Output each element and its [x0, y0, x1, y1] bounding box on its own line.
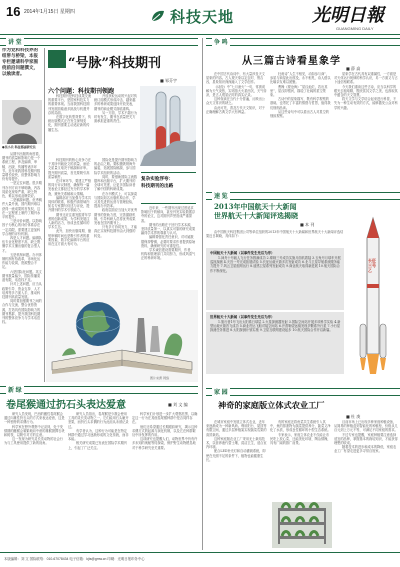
page-number: 16 [6, 4, 21, 19]
author-caption: ●吴小兵 科技部副研究员 [2, 145, 36, 149]
article1-col-1: 在中国古代诗词中，有大量涉及天文星象的内容。古人观天象以定农时、察吉凶，星象知识深深融入了文学创作。 《诗经》中“七月流火”一句，常被误解为天气炎热，实则指大火星西沉，天气转凉，是古人观星记时的真实记录。 这种误读在当代十分普遍，反映出公众天文常识的缺乏。 由此可见，普及古代天文知识，对于正确理解古典文学大有裨益。 [206, 72, 267, 114]
body-col-2: 国际化是提升期刊影响力的必由之路。要积极吸纳海外编委，拓展国际稿源，参与国际学术组织的活动。 同时，要借助国际主流数据库和出版平台，扩大期刊的全球可见度，让更多国际读者了解中国的科研成果。 在办刊模式上，可以探索与国际知名出版机构合作，学习其先进的运营与管理经验，提高办刊效率。 政府层面应当加大对优秀期刊的资助力度，完善激励机制，引导科研人员将优秀成果发表在国内期刊上。 只有多方协同发力，才能真正实现科技期刊由大到强的转变。 [94, 158, 138, 238]
article1-col-3: 星象学在古代具有双重属性，一方面是对天体运行规律的科学认识，另一方面又与占卜迷信相联系。 今天我们重读这些古诗，应当以科学的眼光去粗取精，既欣赏其文学之美，也汲取其中蕴含的天文智慧。 将天文学与文学结合起来进行科普，不失为一种生动有效的方式，能够激发公众对科学的兴趣。 [334, 72, 398, 110]
body-col-a: 科技期刊是科技成果交流的重要平台，是国家科技实力的重要体现。当前我国科技期刊发展面临诸多挑战与机遇并存的局面。 在数字化转型背景下，传统出版模式正在发生深刻变化，期刊需要主动适应新的传播生态。 [48, 94, 92, 132]
bottom-col-1: 研究人员发现，巴西的雌性卷尾猴会通过向雄性扔石头的方式来表达爱意，这是一种独特的求偶行为。 科学家在野外观察中记录到，处于发情期的雌猴会频繁地向中意的雄猴抛掷石块和树枝，以吸引对方的注意。 这一发现为研究灵长类动物的社会行为与工具使用提供了新的视角。 [4, 412, 65, 446]
rocket-label: 长征三号乙 [368, 258, 376, 273]
book-globe-illustration [46, 290, 198, 382]
bottom-col-2: 研究人员指出，卷尾猴是少数会使用工具的灵长类动物之一，它们能用石头砸开坚果，而扔石头求偶的行为此前从未被记录过。 有学者认为，这种行为可能是在特定种群中通过学习逐渐形成的文化传统，而非本能。 相关研究成果已发表在国际学术期刊上，引起了广泛关注。 [68, 412, 129, 450]
section-bar-new [0, 386, 198, 394]
body-col-3: 近年来，一些期刊出现过度追求影响因子的倾向，甚至刊发实验数据浮夸的论文，这对期刊声誉造成严重损害。 期刊的出路在于回归学术本源，坚持质量第一，以真实可靠的研究成果赢得学术界的尊重与认可。 编辑要强化责任意识，对可疑数据保持警惕，必要时要求作者提供原始资料，确保研究的可重复性。 学术诚信建设需要期刊、作者、机构和管理部门共同努力，形成风清气正的科研环境。 [141, 206, 196, 261]
rocket-illustration [348, 214, 398, 386]
edition-label: GUANGMING DAILY [336, 26, 374, 31]
article1-byline: ■ 薛 高 [346, 66, 361, 71]
lecture-badge [48, 50, 66, 68]
highlight-text: 复杂实验浮夸： 科技期刊的出路 [141, 177, 174, 189]
article3-title: 神奇的家庭版立体式农业工厂 [218, 400, 325, 410]
main-column-rule [202, 38, 203, 550]
section-bar-lecture [0, 38, 198, 46]
world-news-list: 1.旅行者1号飞出太阳系日球层 2.火星探测器发射 3.国际空间站开展多项科学实验 4.新型运载火箭首飞成功 5.商业货运飞船对接空间站 6.开普勒望远镜发现多颗系外行星 7.小行星探测任务推进 8.太阳探测计划实施 9.卫星互联网建设起步 10.航天国际合作开启新篇。 [210, 320, 341, 333]
column-rule [44, 48, 45, 382]
bar-label: 讲 堂 [6, 37, 24, 46]
world-list-title: 世界航天十大新闻（以事件发生先后为序） [210, 315, 275, 319]
section-bar-quick [206, 192, 400, 200]
article3-col-1: 在城市家庭中发展立体式农业，近年来逐渐成为一种新风尚。利用阳台、屋顶等有限空间，通过多层种植架实现蔬菜瓜果的高效栽培。 这种家庭版农业工厂采用无土栽培技术，以营养液代替土壤，清洁卫生，适合室内环境。 配合LED补光灯和自动灌溉系统，即使在光照不足的条件下，植物也能健康生长。 [206, 420, 267, 462]
section-title: 科技天地 [170, 9, 235, 26]
china-news-list: 1.神舟十号载人飞行任务圆满成功 2.嫦娥三号成功实施月面软着陆 3.玉兔号月球车开展巡视探测 4.天宫一号完成拓展试验 5.长征运载火箭多次发射成功 6.北斗卫星导航系统服务能力提升 7.风云卫星组网运行 8.遥感卫星系列发射成功 9.商业航天取得新进展 10.航天国际合作不断深化。 [210, 256, 341, 273]
author-portrait [2, 100, 42, 144]
leaf-icon [150, 9, 166, 23]
bar-label: 新 绿 [6, 385, 24, 394]
highlight-box [141, 172, 196, 204]
issue-date: 2014年1月15日 星期四 [24, 9, 75, 15]
lecture-title: “号脉”科技期刊 [68, 56, 161, 71]
body-col-1: 科技期刊的核心竞争力在于其所刊载论文的质量，而论文质量又取决于稿源和评审。提升期刊质量，首先要吸引高质量稿件。 在评审环节，要建立严格的同行评议制度，确保每一篇发表论文都经过充分的学术审查，避免关系稿和人情稿。 编辑部应当加强与学术共同体的联系，积极约请领域内知名专家撰写综述与评论，提升期刊的学术引领能力。 期刊还应注重发掘青年学者的创新成果，为学科发展注入新的活力，形成良性循环的学术生态。 此外，加快出版周期、缩短审稿时间也是吸引作者的重要因素，数字化编辑平台的应用在这方面大有可为。 [48, 158, 92, 247]
article1-title: 从三篇古诗看星象学 [242, 56, 341, 67]
section-bar-home [206, 388, 400, 396]
article3-col-2: 有的家庭还将鱼菜共生系统引入其中，鱼的排泄物为蔬菜提供养分，蔬菜又净化了水质，形成良性循环的小型生态系统。 专家表示，家庭立体农业不仅能让市民吃上放心菜，还能美化环境、陶冶情操，具有广阔的推广前景。 [270, 420, 331, 446]
left-body-text: 从期刊出版的角度看，期刊的质量和影响力是一个系统工程，涉及编辑、审稿、出版、传播等诸多环节。近年来我国科技期刊数量增长较快，但整体影响力仍有待提升。 一是定位问题。很多期刊办刊方向不够明确，内容同质化现象严重，缺乏特色，难以形成品牌效应。 二是稿源问题。优秀稿件大量外流，国内期刊难以获得一流成果的首发权，这在一定程度上制约了期刊水平的提升。 三是评价问题。以影响因子为核心的评价体系存在一定局限，需要建立更加科学合理的评价机制。 四是人才问题。编辑队伍专业化程度不高，缺乏既懂学术又懂出版的复合型人才。 五是机制问题。办刊体制机制有待改革，市场化运作能力较弱，资源整合不足。 六是国际化问题。英文期刊数量偏少，国际传播渠道有限，话语权不足。 针对上述问题，应当从政策引导、资金支持、人才培养等多方面入手，推动科技期刊高质量发展。 同时要加强期刊之间的合作与交流，整合优势资源，打造具有国际影响力的期刊集群，提升我国科技期刊的整体竞争力与学术话语权。 [2, 152, 42, 325]
bar-label: 家 园 [212, 387, 230, 396]
article1-col-2: 杜甫诗“人生不相见，动如参与商”，参星与商星此出彼没，永不相见，诗人借以比喻亲友难以团聚。 曹操《观沧海》“星汉灿烂，若出其里”，星汉即银河，描绘了壮阔的星空景象。 古诗中的星象描写，既有科学观察的基础，也寄托了丰富的情感与哲思，值得我们细细品读。 从这些诗句中可以看出古人对星空的细致观察。 [270, 72, 331, 119]
news-title: 2013年中国航天十大新闻 世界航天十大新闻评选揭晓 [214, 202, 298, 220]
news-intro: 由中国航天科技集团公司等单位组织的2013年中国航天十大新闻和世界航天十大新闻评选结果近日揭晓，具体如下： [206, 230, 344, 239]
bottom-byline: ■ 刘 文 编 [168, 402, 188, 407]
news-byline: ■ 本 刊 [300, 222, 315, 227]
bar-label: 速 览 [212, 191, 230, 200]
bottom-title: 卷尾猴通过扔石头表达爱意 [6, 400, 126, 411]
article3-byline: ■ 杜 庚 [346, 414, 361, 419]
newspaper-logo [310, 2, 392, 26]
section-bar-debate [206, 38, 400, 46]
bar-label: 争 鸣 [212, 37, 230, 46]
home-farm-photo [272, 502, 332, 548]
china-list-title: 中国航天十大新闻（以事件发生先后为序） [210, 251, 275, 255]
svg-text:光明日報: 光明日報 [312, 5, 384, 25]
bottom-col-3: 科学家们计划进一步扩大观察范围，以确定这一行为在其他卷尾猴种群中是否同样存在。 他们还希望通过长期跟踪研究，揭示这种求偶方式的起源与演化机制，以及它在种群繁衍中所发挥的作用。 这项研究也提醒人们，动物世界中仍有许多未知的奥秘等待探索，保护野生动物栖息地对于科学研究至关重要。 [132, 412, 198, 450]
byline: ■ 邹芬宇 [160, 78, 178, 83]
footer-rule [0, 552, 400, 553]
section-heading: 六个问题：科技期刊领跑 [48, 88, 115, 95]
photo-caption: 图片来源 网络 [150, 376, 169, 380]
article3-col-3: 目前市场上已出现多种家庭种植设备，从简易的种植盒到智能化的种植柜，价格从几百元到上万元不等，可满足不同家庭的需求。 不过专家也提醒，家庭种植要注意选择适宜的品种，掌握基本的栽培知识，才能获得理想的收成。 随着技术的进步和成本的降低，家庭农业工厂有望走进更多寻常百姓家。 [334, 420, 398, 454]
footer-text: 本版编辑：刘 文 国际联络：010-67078434 电子信箱：kjts@gmw.cn 印刷：光明日报印务中心 [4, 557, 145, 561]
body-col-b: 开放获取运动的兴起对传统订阅模式形成冲击，越来越多的科研成果选择开放发表，期刊的商业模式面临重构。 另一方面，学术不端行为时有发生，期刊在质量把关方面承担更重的责任。 [94, 94, 138, 124]
editor-intro: 作为党和科技界的纽带与桥梁，本报专栏邀请科学家围绕前沿问题撰文，以飨读者。 [2, 48, 38, 77]
test-tube-photo [140, 86, 196, 166]
